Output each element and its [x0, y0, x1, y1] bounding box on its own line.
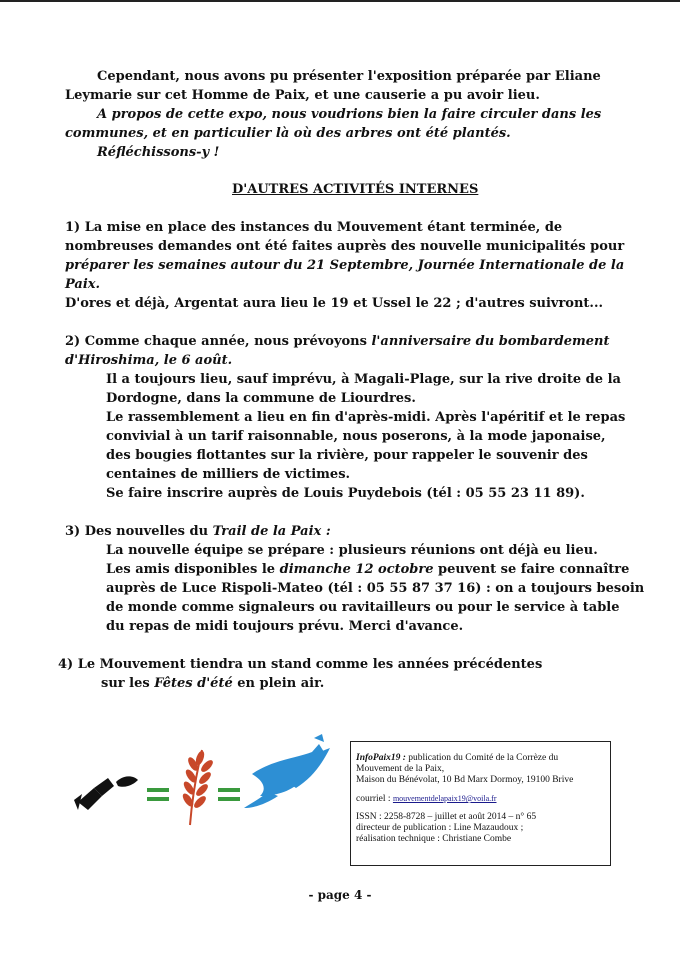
infobox-line1 [356, 753, 558, 764]
item2-line9: Se faire inscrire auprès de Louis Puydebois (tél : 05 55 23 11 89). [106, 486, 585, 501]
item3-line5: de monde comme signaleurs ou ravitailleurs ou pour le service à table [106, 600, 620, 615]
item1-line1: 1) La mise en place des instances du Mouvement étant terminée, de [65, 220, 563, 235]
section-title: D'AUTRES ACTIVITÉS INTERNES [232, 182, 479, 197]
item2-line1-italic: l'anniversaire du bombardement [371, 334, 610, 349]
infobox-tech: réalisation technique : Christiane Combe [356, 834, 512, 844]
item3-line1-text: 3) Des nouvelles du [65, 524, 213, 539]
item1-line3: préparer les semaines autour du 21 Septembre, Journée Internationale de la [65, 258, 625, 273]
item1-line5: D'ores et déjà, Argentat aura lieu le 19 et Ussel le 22 ; d'autres suivront... [65, 296, 604, 311]
email-link[interactable]: mouvementdelapaix19@voila.fr [392, 794, 497, 803]
para1-line5: Réfléchissons-y ! [97, 145, 220, 160]
item3-line1 [65, 522, 331, 541]
para1-line2: Leymarie sur cet Homme de Paix, et une causerie a pu avoir lieu. [65, 88, 540, 103]
infobox-publisher: publication du Comité de la Corrèze du [405, 753, 559, 763]
item4-line2-tail: en plein air. [232, 676, 325, 691]
item3-line2: La nouvelle équipe se prépare : plusieurs réunions ont déjà eu lieu. [106, 543, 598, 558]
infobox-courriel-label: courriel : [356, 794, 393, 804]
para1-line1: Cependant, nous avons pu présenter l'exposition préparée par Eliane [97, 69, 601, 84]
top-border-line [0, 0, 680, 2]
equals-icon-2 [218, 788, 240, 801]
item2-line3: Il a toujours lieu, sauf imprévu, à Magali-Plage, sur la rive droite de la [106, 372, 621, 387]
page-number: - page 4 - [308, 888, 372, 902]
item2-line2: d'Hiroshima, le 6 août. [65, 353, 233, 368]
item2-line1-text: 2) Comme chaque année, nous prévoyons [65, 334, 372, 349]
infobox-line2: Mouvement de la Paix, [356, 764, 445, 774]
equals-icon-1 [147, 788, 169, 801]
item3-line3-text: Les amis disponibles le [106, 562, 280, 577]
item3-line3 [106, 560, 629, 579]
item2-line6: convivial à un tarif raisonnable, nous poserons, à la mode japonaise, [106, 429, 606, 444]
infobox-line3: Maison du Bénévolat, 10 Bd Marx Dormoy, 19100 Brive [356, 775, 574, 785]
item3-line3-italic: dimanche 12 octobre [279, 562, 434, 577]
para1-line4: communes, et en particulier là où des arbres ont été plantés. [65, 126, 511, 141]
item2-line4: Dordogne, dans la commune de Liourdres. [106, 391, 416, 406]
item3-line6: du repas de midi toujours prévu. Merci d'avance. [106, 619, 464, 634]
infobox-issn: ISSN : 2258-8728 – juillet et août 2014 – n° 65 [356, 812, 537, 822]
wheat-icon [182, 750, 215, 825]
item4-line2-text: sur les [101, 676, 155, 691]
info-box [350, 741, 611, 866]
bomb-icon [74, 776, 138, 810]
item1-line4: Paix. [65, 277, 101, 292]
item2-line5: Le rassemblement a lieu en fin d'après-midi. Après l'apéritif et le repas [106, 410, 626, 425]
infobox-courriel [356, 793, 497, 805]
item1-line2: nombreuses demandes ont été faites auprès des nouvelle municipalités pour [65, 239, 625, 254]
infobox-director: directeur de publication : Line Mazaudoux ; [356, 823, 524, 833]
infobox-brand: InfoPaix19 : [356, 753, 406, 763]
para1-line3: A propos de cette expo, nous voudrions bien la faire circuler dans les [97, 107, 602, 122]
peace-logo [72, 730, 337, 830]
item2-line7: des bougies flottantes sur la rivière, pour rappeler le souvenir des [106, 448, 588, 463]
item2-line1 [65, 332, 609, 351]
item4-line1: 4) Le Mouvement tiendra un stand comme les années précédentes [58, 657, 543, 672]
item3-line1-italic: Trail de la Paix : [212, 524, 331, 539]
item4-line2-italic: Fêtes d'été [154, 676, 233, 691]
item3-line3-tail: peuvent se faire connaître [433, 562, 630, 577]
item3-line4: auprès de Luce Rispoli-Mateo (tél : 05 55 87 37 16) : on a toujours besoin [106, 581, 645, 596]
item2-line8: centaines de milliers de victimes. [106, 467, 351, 482]
item4-line2 [101, 674, 324, 693]
dove-icon [244, 734, 330, 808]
